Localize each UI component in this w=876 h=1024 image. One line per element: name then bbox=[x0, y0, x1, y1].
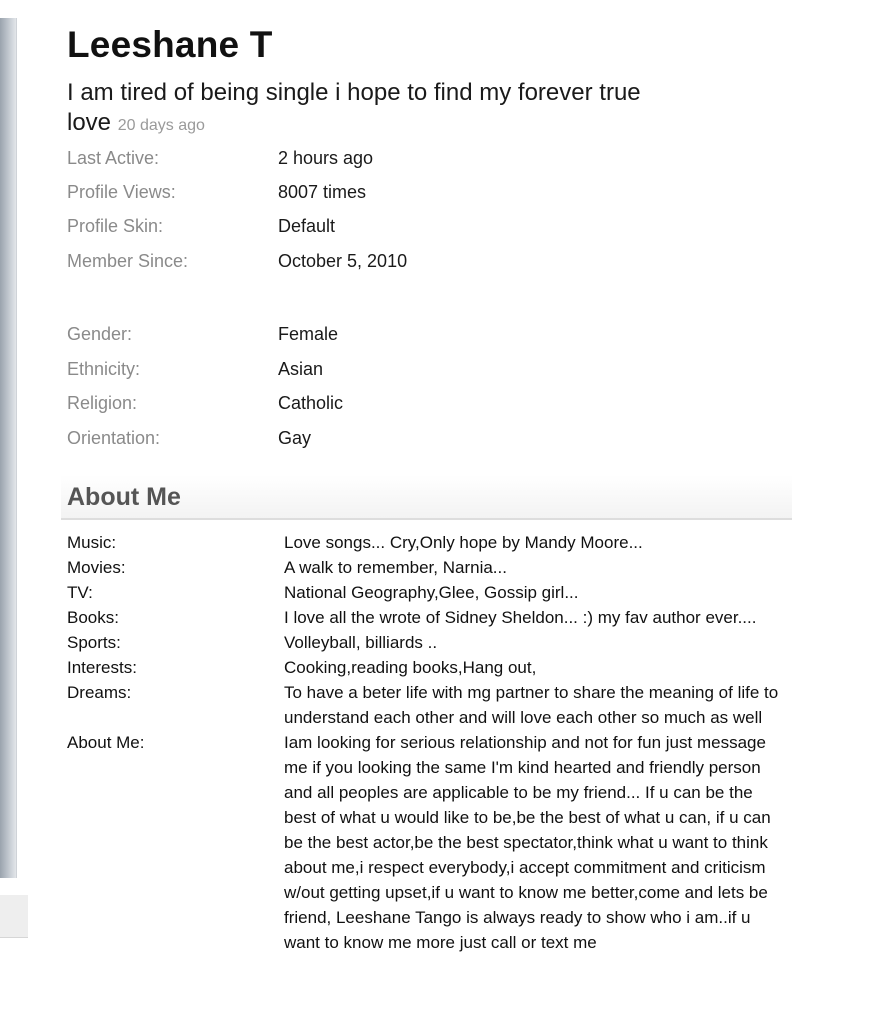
detail-label: Orientation: bbox=[67, 428, 161, 448]
stat-value: 8007 times bbox=[278, 182, 367, 202]
about-value: National Geography,Glee, Gossip girl... bbox=[284, 583, 579, 602]
detail-label: Gender: bbox=[67, 324, 133, 344]
about-row-sports bbox=[67, 630, 787, 655]
detail-label: Ethnicity: bbox=[67, 359, 141, 379]
stat-value: October 5, 2010 bbox=[278, 251, 408, 271]
detail-value: Asian bbox=[278, 359, 324, 379]
about-me-header bbox=[61, 475, 792, 520]
headline-timestamp: 20 days ago bbox=[117, 117, 205, 134]
about-row-dreams bbox=[67, 680, 787, 730]
about-row-interests bbox=[67, 655, 787, 680]
profile-headline bbox=[67, 78, 677, 141]
stat-label: Profile Views: bbox=[67, 182, 176, 202]
about-label: About Me: bbox=[67, 733, 145, 752]
about-label: Books: bbox=[67, 608, 119, 627]
about-value: I love all the wrote of Sidney Sheldon... :) my fav author ever.... bbox=[284, 608, 757, 627]
about-label: Sports: bbox=[67, 633, 121, 652]
about-value: Love songs... Cry,Only hope by Mandy Moore... bbox=[284, 533, 643, 552]
about-label: Music: bbox=[67, 533, 117, 552]
photo-caption-box bbox=[0, 895, 28, 938]
about-label: Interests: bbox=[67, 658, 137, 677]
detail-value: Catholic bbox=[278, 393, 344, 413]
stat-label: Profile Skin: bbox=[67, 216, 164, 236]
stat-label: Member Since: bbox=[67, 251, 189, 271]
about-me-title: About Me bbox=[67, 483, 181, 511]
detail-label: Religion: bbox=[67, 393, 138, 413]
about-label: Movies: bbox=[67, 558, 126, 577]
detail-value: Female bbox=[278, 324, 339, 344]
about-value: Iam looking for serious relationship and not for fun just message me if you looking the same I'm kind hearted and friendly person and all peoples are applicable to be my friend... If u can be the best of what u would like to be,be the best of what u can, if u can be the best actor,be the best spectator,think what u want to think about me,i respect everybody,i accept commitment and criticism w/out getting upset,if u want to know me better,come and lets be friend, Leeshane Tango is always ready to show who i am..if u want to know me more just call or text me bbox=[284, 733, 771, 952]
about-value: A walk to remember, Narnia... bbox=[284, 558, 507, 577]
about-value: Volleyball, billiards .. bbox=[284, 633, 438, 652]
profile-photo[interactable] bbox=[0, 18, 17, 878]
headline-text: I am tired of being single i hope to find my forever true love bbox=[67, 79, 641, 136]
about-row-movies bbox=[67, 555, 787, 580]
stat-value: Default bbox=[278, 216, 336, 236]
stat-label: Last Active: bbox=[67, 148, 160, 168]
profile-name: Leeshane T bbox=[67, 24, 273, 65]
about-row-about-me bbox=[67, 730, 787, 955]
stat-value: 2 hours ago bbox=[278, 148, 374, 168]
about-row-tv bbox=[67, 580, 787, 605]
about-value: To have a beter life with mg partner to share the meaning of life to understand each other and will love each other so much as well bbox=[284, 683, 779, 727]
about-label: Dreams: bbox=[67, 683, 132, 702]
detail-value: Gay bbox=[278, 428, 312, 448]
about-row-books bbox=[67, 605, 787, 630]
about-value: Cooking,reading books,Hang out, bbox=[284, 658, 537, 677]
about-row-music bbox=[67, 530, 787, 555]
about-label: TV: bbox=[67, 583, 93, 602]
about-me-list bbox=[67, 530, 787, 955]
